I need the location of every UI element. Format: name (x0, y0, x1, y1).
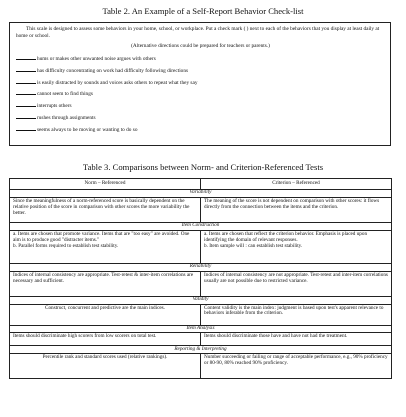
checklist-box (9, 22, 391, 146)
section-heading-reliability: Reliability (10, 263, 392, 271)
comparison-table (9, 178, 392, 379)
criterion-cell: Indices of internal consistency are not appropriate. Test-retest and inter-item correlations usually are not possible due to restricted variance. (201, 271, 392, 296)
section-heading-variability: Variability (10, 189, 392, 197)
norm-cell: Since the meaningfulness of a norm-referenced score is basically dependent on the relative position of the score in comparison with other scores the more variability the better. (10, 197, 201, 222)
norm-cell: Indices of internal consistency are appropriate. Test-retest & inter-item correlations are necessary and sufficient. (10, 271, 201, 296)
table3-title: Table 3. Comparisons between Norm- and Criterion-Referenced Tests (82, 162, 324, 172)
check-blank (16, 125, 36, 131)
checklist-item: cannot seem to find things (16, 89, 385, 98)
norm-item-b: b. Parallel forms required to establish test stability. (13, 242, 119, 249)
norm-cell: Items should discriminate high scorers from low scorers on total test. (10, 333, 201, 346)
table-header-row (10, 179, 392, 190)
criterion-cell: Number succeeding or failing or range of acceptable performance, e.g., 90% proficiency or 80-90, 80% reached 90% proficiency. (201, 354, 392, 379)
criterion-cell: Items should discriminate those have and have not had the treatment. (201, 333, 392, 346)
section-heading-item-construction: Item Construction (10, 222, 392, 230)
norm-cell (10, 230, 201, 263)
checklist-item: rushes through assignments (16, 113, 385, 122)
table-row (10, 197, 392, 222)
criterion-cell: The meaning of the score is not dependent on comparison with other scores: it flows directly from the connection between the items and the criterion. (201, 197, 392, 222)
check-blank (16, 113, 36, 119)
criterion-item-a: a. Items are chosen that reflect the criterion behavior. Emphasis is placed upon identifying the domain of relevant responses. (204, 230, 368, 243)
check-blank (16, 54, 36, 60)
checklist-item: interrupts others (16, 101, 385, 110)
column-header-criterion: Criterion – Referenced (201, 179, 392, 190)
column-header-norm: Norm – Referenced (10, 179, 201, 190)
norm-item-a: a. Items are chosen that promote variance. Items that are "too easy" are avoided. One aim is to produce good "distracter items." (13, 230, 190, 243)
checklist-item: has difficulty concentrating on work had difficulty following directions (16, 66, 385, 75)
table-row (10, 304, 392, 325)
checklist-intro: This scale is designed to assess some behaviors in your home, school, or workplace. Put a check mark ( ) next to each of the behaviors that you display at least daily at home or school. (16, 26, 380, 39)
table-row (10, 271, 392, 296)
norm-cell: Percentile rank and standard scores used (relative rankings). (10, 354, 201, 379)
norm-cell: Construct, concurrent and predictive are the main indices. (10, 304, 201, 325)
section-heading-validity: Validity (10, 296, 392, 304)
table-row (10, 230, 392, 263)
check-blank (16, 89, 36, 95)
check-blank (16, 66, 36, 72)
check-blank (16, 101, 36, 107)
criterion-cell: Content validity is the main index: judgment is based upon test's apparent relevance to behaviors inferable from the criterion. (201, 304, 392, 325)
check-blank (16, 78, 36, 84)
table-row (10, 354, 392, 379)
checklist-item: hums or makes other unwanted noise argues with others (16, 54, 385, 63)
checklist-item: is easily distracted by sounds and voices asks others to repeat what they say (16, 78, 385, 87)
criterion-cell (201, 230, 392, 263)
section-heading-item-analysis: Item Analysis (10, 325, 392, 333)
checklist-item: seems always to be moving or wanting to do so (16, 125, 385, 134)
table2-title: Table 2. An Example of a Self-Report Behavior Check-list (102, 6, 304, 16)
table-row (10, 333, 392, 346)
section-heading-reporting: Reporting & Interpreting (10, 346, 392, 354)
alternative-directions-note: (Alternative directions could be prepared for teachers or parents.) (131, 43, 270, 50)
criterion-item-b: b. Item sample will : can establish test stability. (204, 242, 303, 249)
